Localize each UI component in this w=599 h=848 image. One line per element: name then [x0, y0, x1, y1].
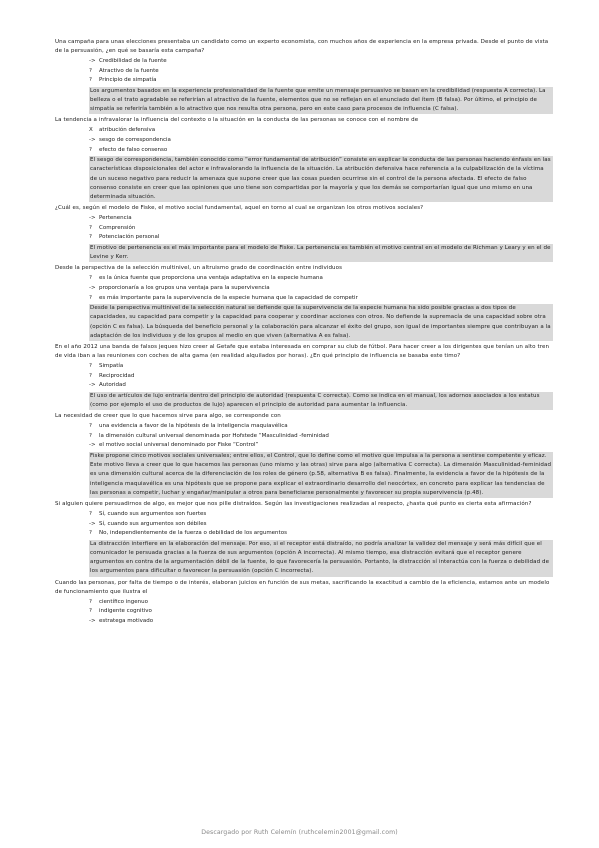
answer-text: una evidencia a favor de la hipótesis de la inteligencia maquiavélica	[99, 423, 288, 430]
answer-option	[89, 432, 553, 442]
answer-option	[89, 510, 553, 520]
answer-text: científico ingenuo	[99, 598, 148, 605]
answer-option	[89, 520, 553, 530]
answer-option	[89, 274, 553, 284]
answer-marker: ?	[89, 530, 92, 537]
answer-option	[89, 76, 553, 86]
question-text: Si alguien quiere persuadirnos de algo, es mejor que nos pille distraídos. Según las investigaciones realizadas al respecto, ¿hasta qué punto es cierta esta afirmación?	[55, 500, 532, 507]
explanation-box: El motivo de pertenencia es el más importante para el modelo de Fiske. La pertenencia es también el motivo central en el modelo de Richman y Leary y en el de Levine y Kerr.	[89, 244, 553, 262]
question-text: Desde la perspectiva de la selección multinivel, un altruismo grado de coordinación entre individuos	[55, 265, 343, 272]
answer-option	[89, 224, 553, 234]
answer-marker: ?	[89, 294, 92, 301]
answer-text: Reciprocidad	[99, 372, 135, 379]
answer-text: Credibilidad de la fuente	[99, 58, 167, 64]
answer-marker: ?	[89, 362, 92, 369]
answer-text: atribución defensiva	[99, 127, 156, 134]
answer-text: Potenciación personal	[99, 234, 160, 241]
answer-text: indigente cognitivo	[99, 608, 152, 615]
answer-text: proporcionaría a los grupos una ventaja para la supervivencia	[99, 284, 270, 291]
question-block	[55, 343, 553, 410]
answer-text: sesgo de correspondencia	[99, 136, 171, 143]
answer-marker: ->	[89, 617, 96, 624]
quiz-content	[55, 36, 553, 626]
answer-option	[89, 362, 553, 372]
question-block	[55, 500, 553, 577]
answer-option	[89, 381, 553, 391]
answer-text: No, independientemente de la fuerza o debilidad de los argumentos	[99, 530, 287, 537]
answer-option	[89, 67, 553, 77]
explanation-box: La distracción interfiere en la elaboración del mensaje. Por eso, si el receptor está distraído, no podría analizar la validez del mensaje y será más difícil que el comunicador le persuada gracias a la fuerza de sus argumentos (opción A incorrecta). Al mismo tiempo, esa distracción evitará que el receptor genere argumentos en contra de la argumentación débil de la fuente, lo que favorecería la persuasión. Portanto, la distracción sí interactúa con la fuerza o debilidad de los argumentos para dificultar o favorecer la persuasión (opción C incorrecta).	[89, 540, 553, 577]
explanation-box: Los argumentos basados en la experiencia profesionalidad de la fuente que emite un mensaje persuasivo se basan en la credibilidad (respuesta A correcta). La belleza o el trato agradable se referirían al atractivo de la fuente, elementos que no se reflejan en el enunciado del ítem (B falsa). Por último, el principio de simpatía se referiría también a lo atractivo que nos resulta otra persona, pero en este caso para procesos de influencia (C falsa).	[89, 87, 553, 115]
question-block	[55, 116, 553, 202]
answer-marker: ?	[89, 598, 92, 605]
answer-text: es más importante para la supervivencia de la especie humana que la capacidad de competir	[99, 294, 358, 301]
explanation-box: Desde la perspectiva multinivel de la selección natural se defiende que la supervivencia de la especie humana ha sido posible gracias a dos tipos de capacidades, su capacidad para competir y la capacidad para cooperar y coordinar acciones con otros. No defiende la supremacía de una capacidad sobre otra (opción C es falsa). La búsqueda del beneficio personal y la colaboración para alcanzar el éxito del grupo, son igual de importantes siempre que contribuyan a la adaptación de los individuos y de los grupos al medio en que viven (alternativa A es falsa).	[89, 304, 553, 341]
question-text: Una campaña para unas elecciones presentaba un candidato como un experto economista, con muchos años de experiencia en la empresa privada. Desde el punto de vista de la persuasión, ¿en qué se basaría esta campaña?	[55, 39, 549, 54]
answer-option	[89, 136, 553, 146]
answer-option	[89, 607, 553, 617]
question-text: La necesidad de creer que lo que hacemos sirve para algo, se corresponde con	[55, 413, 281, 420]
answer-marker: ?	[89, 423, 92, 430]
answer-text: Atractivo de la fuente	[99, 67, 159, 74]
answer-marker: ->	[89, 520, 96, 527]
answer-option	[89, 372, 553, 382]
answer-option	[89, 57, 553, 67]
answer-text: Sí, cuando sus argumentos son fuertes	[99, 510, 207, 517]
answer-text: Sí, cuando sus argumentos son débiles	[99, 520, 207, 527]
question-block	[55, 579, 553, 627]
answer-text: Principio de simpatía	[99, 77, 157, 84]
answer-option	[89, 126, 553, 136]
answer-marker: ?	[89, 77, 92, 84]
answer-marker: ->	[89, 442, 96, 449]
question-block	[55, 264, 553, 341]
answer-text: la dimensión cultural universal denominada por Hofstede “Masculinidad -feminidad	[99, 432, 329, 439]
answer-option	[89, 233, 553, 243]
question-text: En el año 2012 una banda de falsos jeques hizo creer al Getafe que estaba interesada en comprar su club de fútbol. Para hacer creer a los dirigentes que tenían un alto tren de vida iban a las reuniones con coches de alta gama (en realidad alquilados por horas). ¿En qué principio de influencia se basaba este timo?	[55, 343, 550, 359]
answer-option	[89, 598, 553, 608]
answer-marker: ?	[89, 608, 92, 615]
question-text: Cuando las personas, por falta de tiempo o de interés, elaboran juicios en función de sus metas, sacrificando la exactitud a cambio de la eficiencia, estamos ante un modelo de funcionamiento que ilustra el	[55, 579, 550, 595]
answer-text: estratega motivado	[99, 617, 154, 624]
answer-marker: ?	[89, 234, 92, 241]
answer-text: es la única fuente que proporciona una ventaja adaptativa en la especie humana	[99, 275, 323, 282]
answer-option	[89, 617, 553, 627]
answer-text: Pertenencia	[99, 215, 132, 222]
question-text: La tendencia a infravalorar la influencia del contexto o la situación en la conducta de las personas se conoce con el nombre de	[55, 117, 419, 124]
explanation-box: El uso de artículos de lujo entraría dentro del principio de autoridad (respuesta C correcta). Como se indica en el manual, los adornos asociados a los estatus (como por ejemplo el uso de productos de lujo) aparecen el principio de autoridad para aumentar la influencia.	[89, 392, 553, 410]
answer-marker: ->	[89, 284, 96, 291]
answer-text: Autoridad	[99, 382, 126, 389]
answer-marker: ?	[89, 275, 92, 282]
explanation-box: Fiske propone cinco motivos sociales universales; entre ellos, el Control, que lo define como el motivo que impulsa a la persona a sentirse competente y eficaz. Este motivo lleva a creer que lo que hacemos las personas (uno mismo y las otras) sirve para algo (alternativa C correcta). La dimensión Masculinidad-feminidad es una dimensión cultural acerca de la diferenciación de los roles de género (p.58, alternativa B es falsa). Finalmente, la evidencia a favor de la hipótesis de la inteligencia maquiavélica es una hipótesis que se propone para explicar el extraordinario desarrollo del neocórtex, en concreto para explicar las tendencias de las personas a competir, luchar y engañar/manipular a otros para beneficiarse personalmente y favorecer su propia supervivencia (p.48).	[89, 452, 553, 498]
answer-option	[89, 284, 553, 294]
answer-marker: ->	[89, 382, 96, 389]
answer-marker: X	[89, 127, 93, 134]
answer-option	[89, 294, 553, 304]
answer-text: efecto de falso consenso	[99, 146, 168, 153]
answer-marker: ->	[89, 215, 96, 222]
question-text: ¿Cuál es, según el modelo de Fiske, el motivo social fundamental, aquel en torno al cual se organizan los otros motivos sociales?	[55, 205, 424, 212]
answer-marker: ?	[89, 432, 92, 439]
question-block	[55, 204, 553, 262]
answer-option	[89, 422, 553, 432]
question-block	[55, 38, 553, 114]
answer-text: el motivo social universal denominado por Fiske “Control”	[99, 442, 259, 449]
answer-text: Simpatía	[99, 362, 124, 369]
answer-option	[89, 529, 553, 539]
question-block	[55, 412, 553, 498]
answer-marker: ?	[89, 510, 92, 517]
answer-marker: ?	[89, 146, 92, 153]
download-footer: Descargado por Ruth Celemín (ruthcelemin2001@gmail.com)	[201, 829, 398, 836]
answer-option	[89, 214, 553, 224]
answer-marker: ->	[89, 136, 96, 143]
answer-marker: ->	[89, 58, 96, 64]
answer-marker: ?	[89, 67, 92, 74]
explanation-box: El sesgo de correspondencia, también conocido como “error fundamental de atribución” consiste en explicar la conducta de las personas haciendo énfasis en las características disposicionales del actor e infravalorando la influencia de la situación. La atribución defensiva hace referencia a la culpabilización de la víctima de un suceso negativo para reducir la amenaza que supone creer que las cosas pueden ocurrirse sin el control de la persona afectada. El efecto de falso consenso consiste en creer que las opiniones que uno tiene son compartidas por la mayoría y que los demás se comportarían igual que uno mismo en una determinada situación.	[89, 156, 553, 202]
answer-text: Comprensión	[99, 224, 136, 231]
answer-option	[89, 441, 553, 451]
answer-marker: ?	[89, 224, 92, 231]
answer-option	[89, 146, 553, 156]
answer-marker: ?	[89, 372, 92, 379]
